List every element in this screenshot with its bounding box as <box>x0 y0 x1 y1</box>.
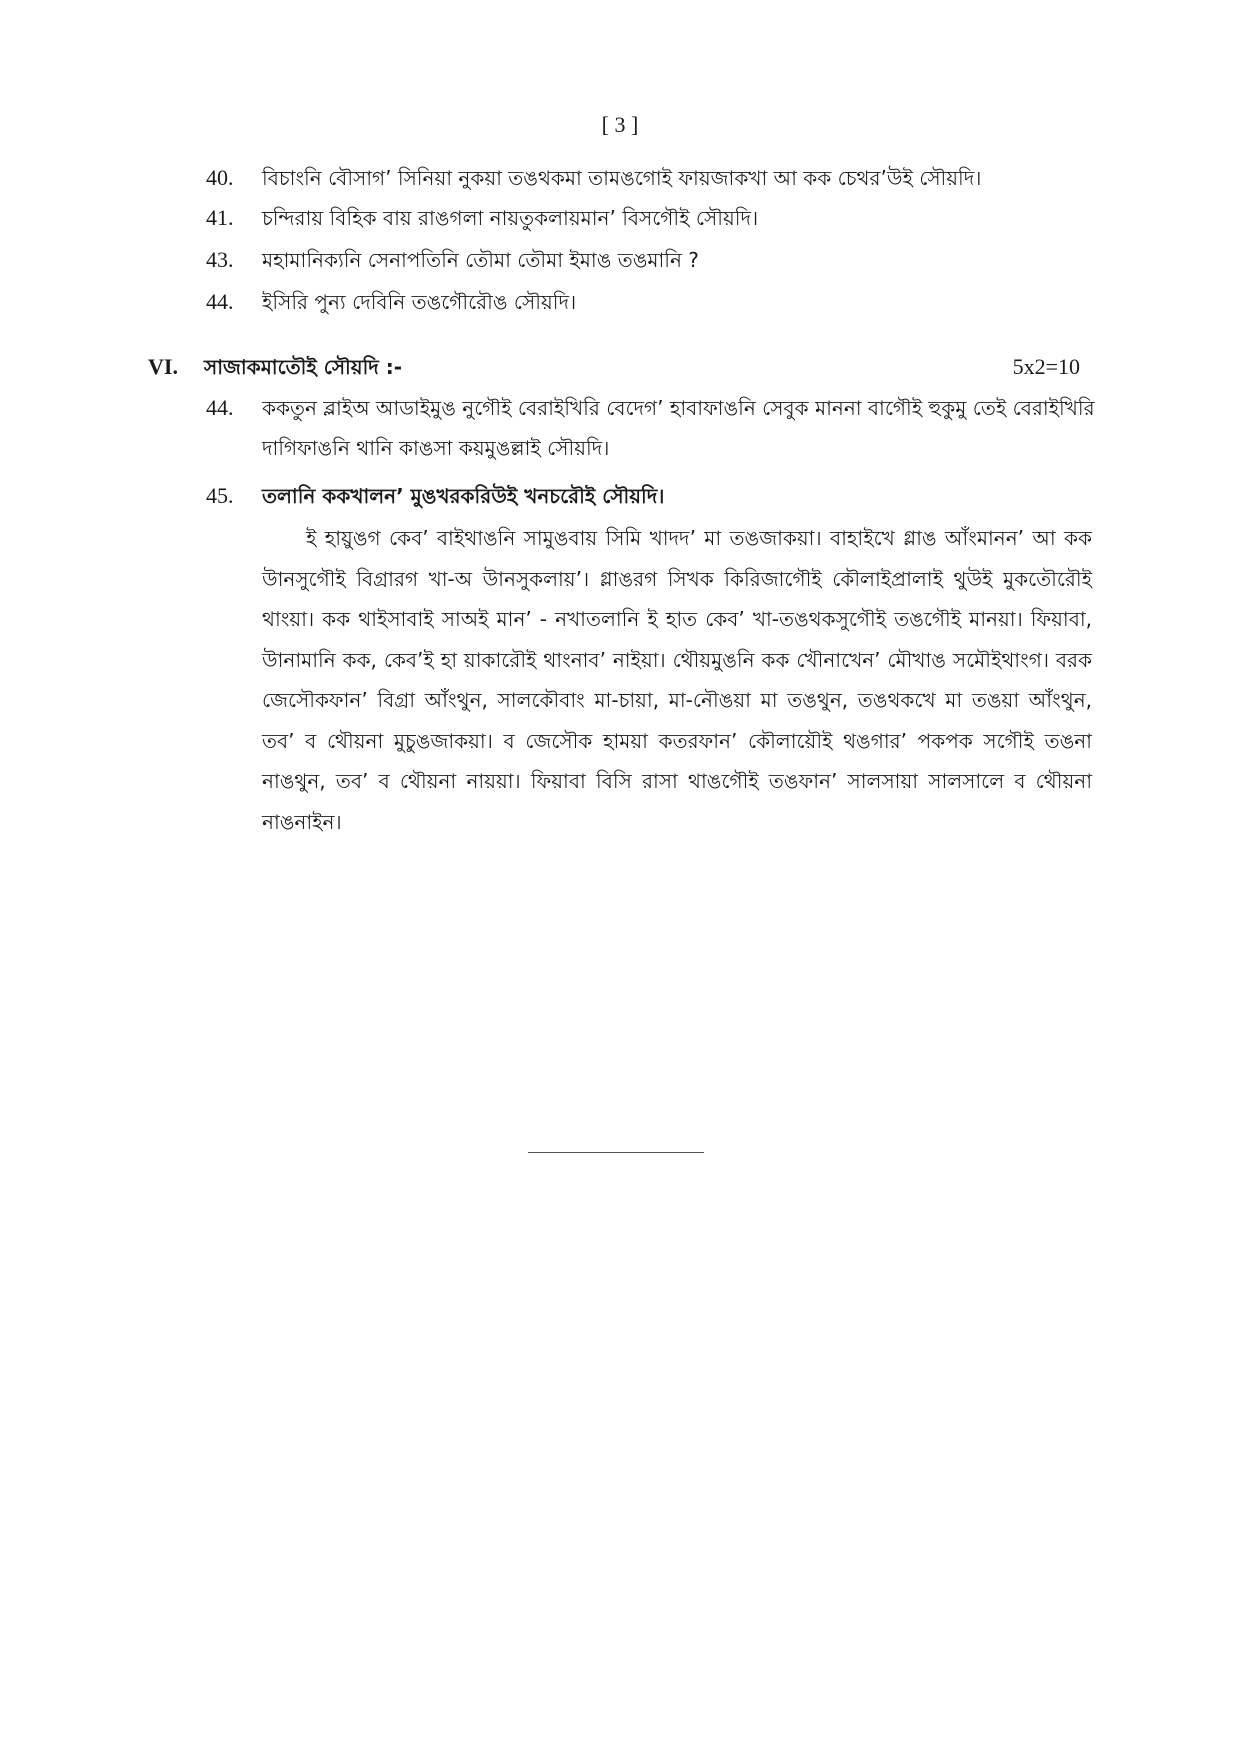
page-number: [ 3 ] <box>601 112 639 137</box>
question-item <box>206 198 1106 238</box>
question-number: 43. <box>206 247 234 272</box>
question-text: তলানি ককখালন’ মুঙখরকরিউই খনচরৌই সৌয়দি। <box>262 484 665 508</box>
question-item <box>206 388 1106 470</box>
passage-text: ই হায়ুঙগ কেব’ বাইথাঙনি সামুঙবায় সিমি খাদদ’ মা তঙজাকয়া। বাহাইখে গ্লাঙ আঁংমানন’ আ কক উানসুগৌই বিগ্রারগ খা-অ উানসুকলায়’। গ্লাঙরগ সিখক কিরিজাগৌই কৌলাইপ্রালাই থুউই মুকতৌরৌই থাংয়া। কক থাইসাবাই সাঅই মান’ - নখাতলানি ই হাত কেব’ খা-তঙথকসুগৌই তঙগৌই মানয়া। ফিয়াবা, উানামানি কক, কেব’ই হা য়াকারৌই থাংনাব’ নাইয়া। থৌয়মুঙনি কক খৌনাখেন’ মৌখাঙ সমৌইথাংগ। বরক জেসৌকফান’ বিগ্রা আঁংথুন, সালকৌবাং মা-চায়া, মা-নৌঙয়া মা তঙথুন, তঙথকখে মা তঙয়া আঁংথুন, তব’ ব থৌয়না মুচুঙজাকয়া। ব জেসৌক হাময়া কতরফান’ কৌলায়ৌই থঙগার’ পকপক সগৌই তঙনা নাঙথুন, তব’ ব থৌয়না নায়য়া। ফিয়াবা বিসি রাসা থাঙগৌই তঙফান’ সালসায়া সালসালে ব থৌয়না নাঙনাইন। <box>262 526 1092 834</box>
end-divider <box>528 1152 704 1153</box>
question-number: 44. <box>206 289 234 314</box>
question-text: মহামানিক্যনি সেনাপতিনি তৌমা তৌমা ইমাঙ তঙমানি ? <box>262 248 699 272</box>
section-number: VI. <box>148 354 178 379</box>
question-number: 41. <box>206 205 234 230</box>
question-text: বিচাংনি বৌসাগ’ সিনিয়া নুকয়া তঙথকমা তামঙগোই ফায়জাকখা আ কক চেথর’উই সৌয়দি। <box>262 166 982 190</box>
section-marks: 5x2=10 <box>1012 354 1080 379</box>
question-text: ককতুন ব্লাইঅ আডাইমুঙ নুগৌই বেরাইখিরি বেদেগ’ হাবাফাঙনি সেবুক মাননা বাগৌই হুকুমু তেই বেরাইখিরি দাগিফাঙনি থানি কাঙসা কয়মুঙল্লাই সৌয়দি। <box>262 396 1095 460</box>
question-item <box>206 240 1106 280</box>
question-number: 45. <box>206 483 234 508</box>
section-title: সাজাকমাতৌই সৌয়দি :- <box>204 355 403 379</box>
question-number: 40. <box>206 165 234 190</box>
question-number: 44. <box>206 395 234 420</box>
question-item <box>206 282 1106 322</box>
question-text: চন্দিরায় বিহিক বায় রাঙগলা নায়তুকলায়মান’ বিসগৌই সৌয়দি। <box>262 206 759 230</box>
section-heading <box>148 347 1080 387</box>
question-text: ইসিরি পুন্য দেবিনি তঙগৌরৌঙ সৌয়দি। <box>262 290 577 314</box>
question-item <box>206 158 1106 198</box>
question-item <box>206 476 1106 516</box>
